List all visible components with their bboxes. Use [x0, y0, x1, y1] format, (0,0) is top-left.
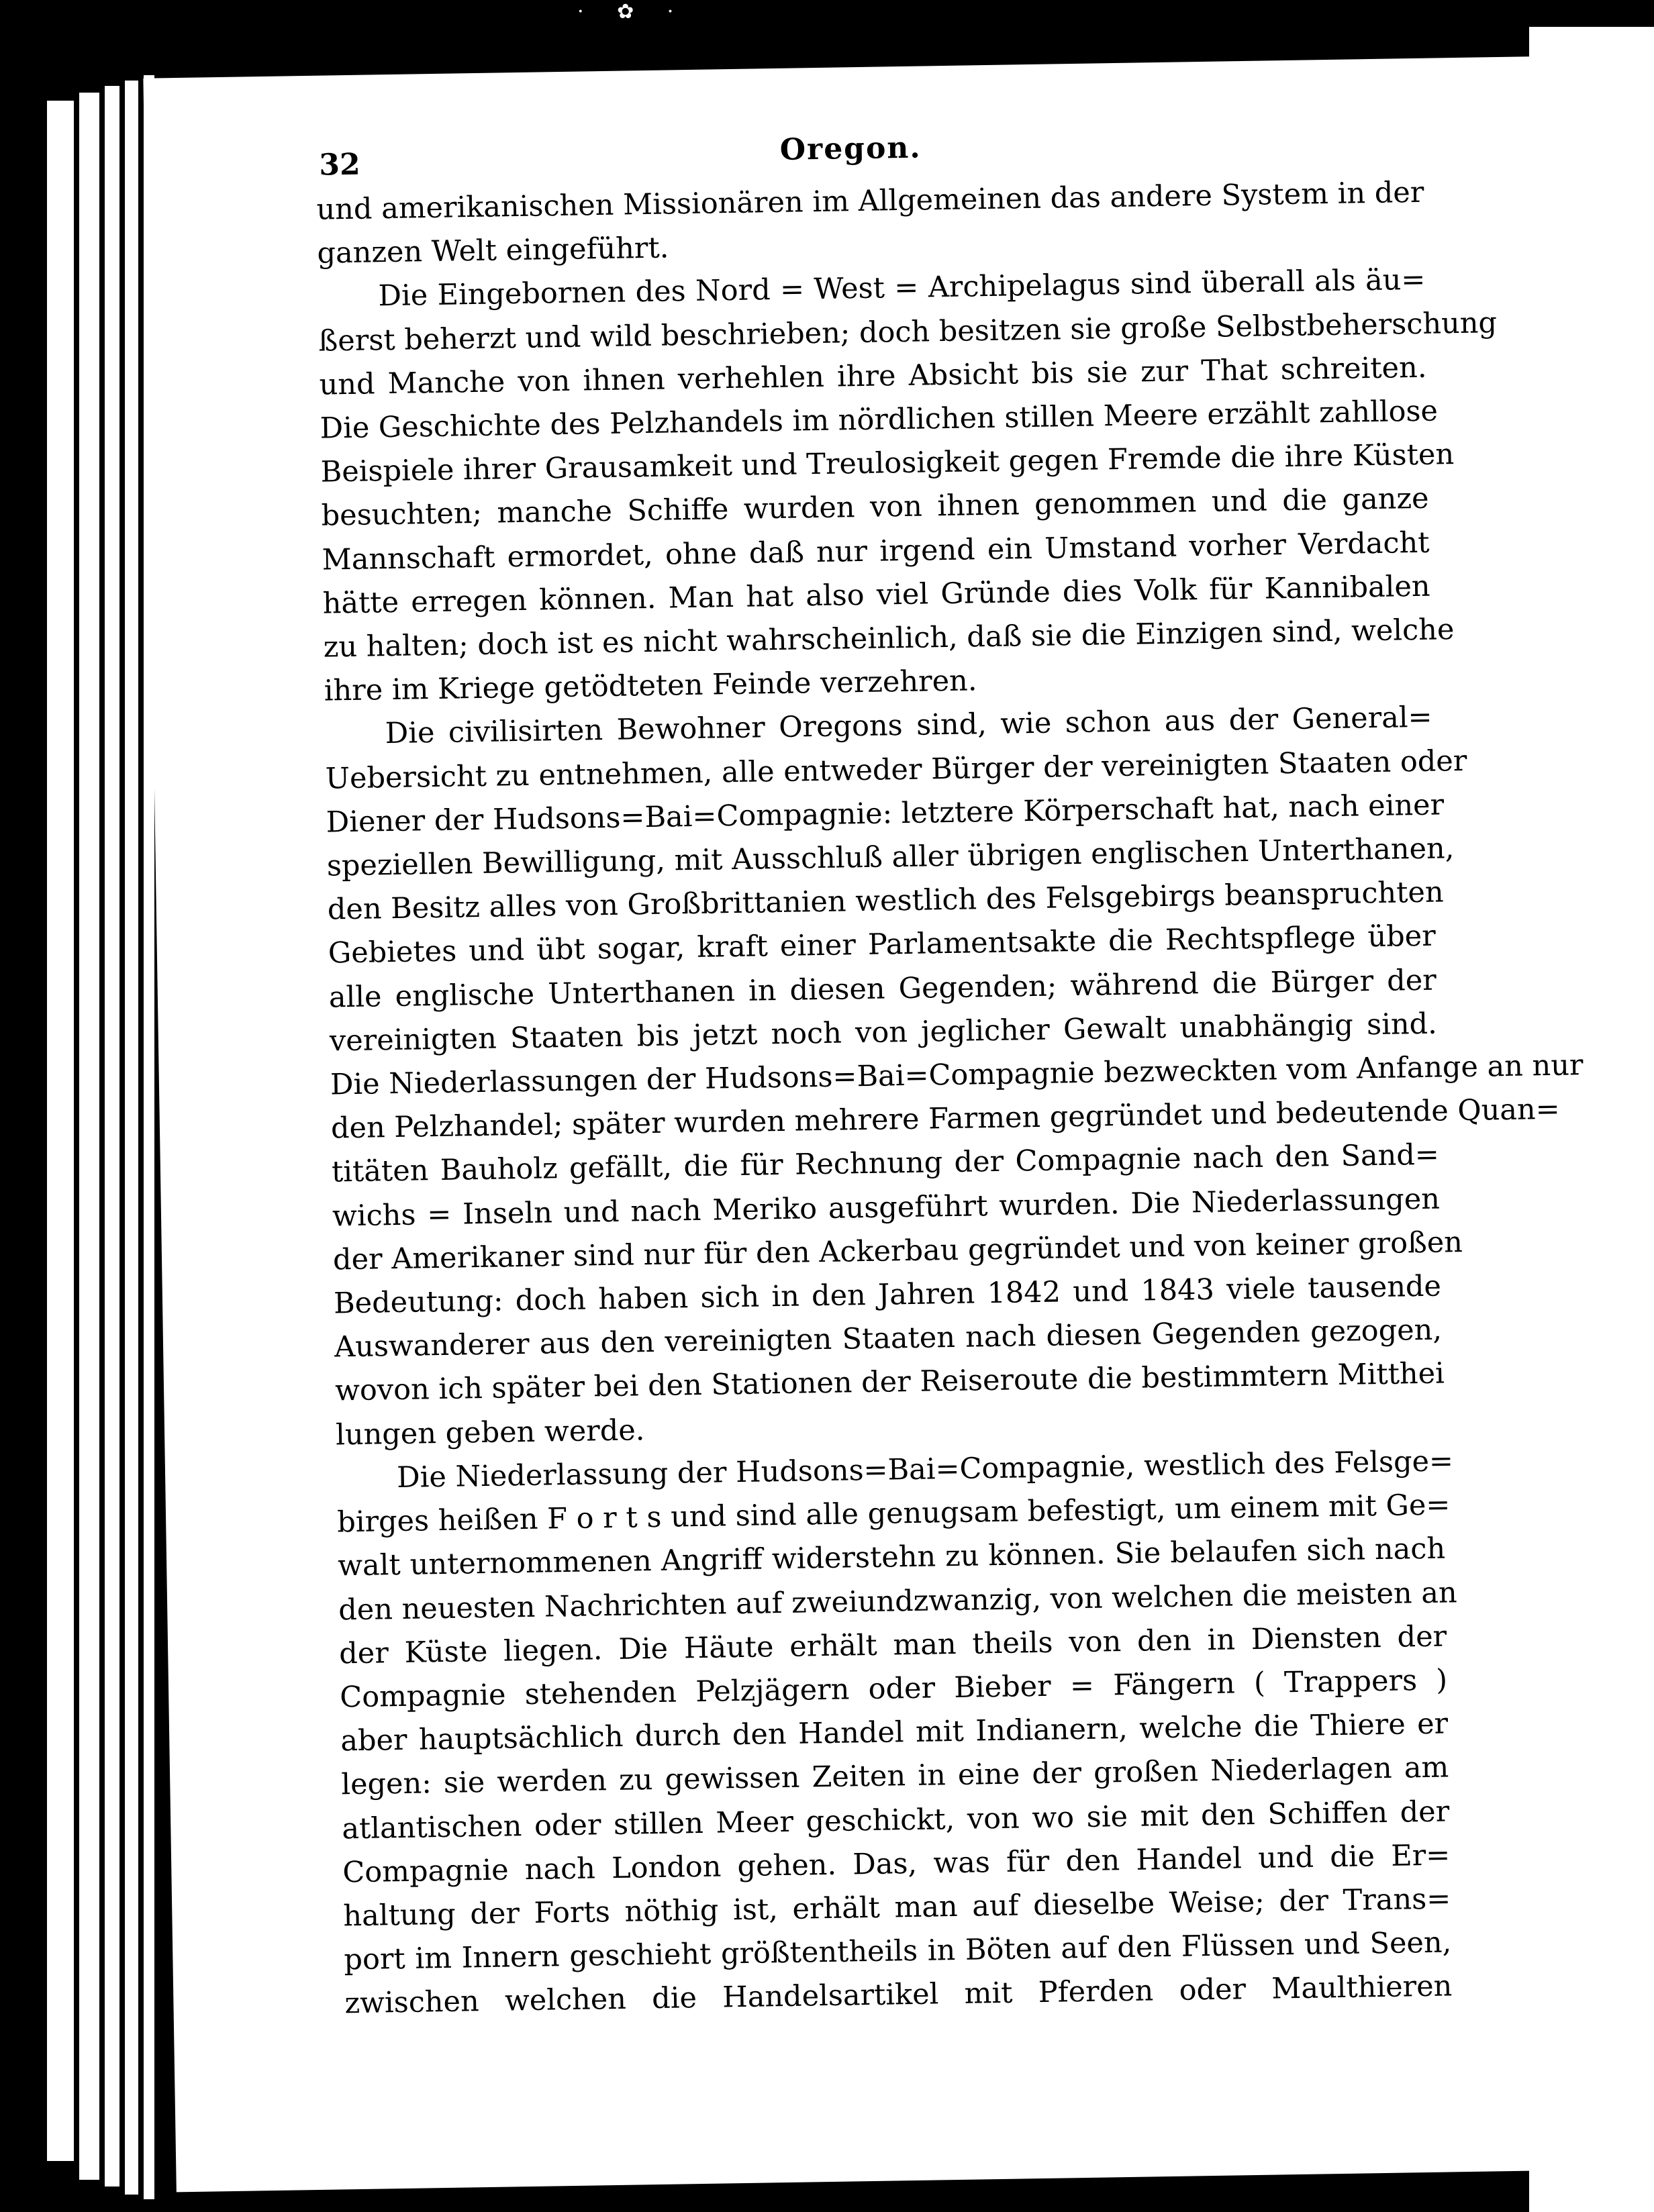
text-line: Bedeutung: doch haben sich in den Jahren 1842 und 1843 viele tausende — [333, 1269, 1442, 1321]
text-line: Beispiele ihrer Grausamkeit und Treulosigkeit gegen Fremde die ihre Küsten — [320, 438, 1455, 489]
text-line: haltung der Forts nöthig ist, erhält man auf dieselbe Weise; der Trans= — [343, 1882, 1451, 1933]
text-line: titäten Bauholz gefällt, die für Rechnung der Compagnie nach den Sand= — [331, 1138, 1440, 1189]
text-line: lungen geben werde. — [335, 1413, 645, 1452]
text-line: hätte erregen können. Man hat also viel Gründe dies Volk für Kannibalen — [322, 569, 1430, 621]
text-line: besuchten; manche Schiffe wurden von ihnen genommen und die ganze — [321, 482, 1429, 534]
text-line: den Pelzhandel; später wurden mehrere Farmen gegründet und bedeutende Quan= — [330, 1093, 1561, 1146]
text-line: den neuesten Nachrichten auf zweiundzwanzig, von welchen die meisten an — [338, 1575, 1457, 1627]
text-line: Mannschaft ermordet, ohne daß nur irgend ein Umstand vorher Verdacht — [322, 525, 1430, 577]
text-line: birges heißen F o r t s und sind alle genugsam befestigt, um einem mit Ge= — [336, 1488, 1451, 1540]
text-line: der Küste liegen. Die Häute erhält man theils von den in Diensten der — [338, 1619, 1447, 1671]
text-line: und Manche von ihnen verhehlen ihre Absicht bis sie zur That schreiten. — [319, 350, 1427, 402]
text-line: und amerikanischen Missionären im Allgemeinen das andere System in der — [316, 175, 1424, 227]
text-line: zu halten; doch ist es nicht wahrscheinlich, daß sie die Einzigen sind, welche — [323, 613, 1455, 664]
scan-specks: · ✿ · — [577, 0, 687, 23]
text-line: speziellen Bewilligung, mit Ausschluß aller übrigen englischen Unterthanen, — [326, 832, 1455, 883]
page-edge — [47, 101, 74, 2161]
page-number: 32 — [319, 147, 361, 183]
page-edge — [125, 81, 138, 2195]
text-line: den Besitz alles von Großbrittanien westlich des Felsgebirgs beanspruchten — [327, 875, 1444, 927]
text-line: vereinigten Staaten bis jetzt noch von jeglicher Gewalt unabhängig sind. — [329, 1007, 1438, 1058]
text-line: port im Innern geschieht größtentheils in Böten auf den Flüssen und Seen, — [344, 1925, 1452, 1977]
text-line: ihre im Kriege getödteten Feinde verzehren. — [324, 664, 977, 708]
text-line: Die Niederlassung der Hudsons=Bai=Compagnie, westlich des Felsge= — [396, 1444, 1454, 1495]
text-line: Gebietes und übt sogar, kraft einer Parlamentsakte die Rechtspflege über — [328, 919, 1437, 971]
text-line: Auswanderer aus den vereinigten Staaten nach diesen Gegenden gezogen, — [334, 1313, 1443, 1364]
text-line: walt unternommenen Angriff widerstehn zu können. Sie belaufen sich nach — [337, 1531, 1446, 1583]
text-line: Die Eingebornen des Nord = West = Archipelagus sind überall als äu= — [378, 263, 1426, 313]
running-head: Oregon. — [779, 130, 922, 167]
text-line: zwischen welchen die Handelsartikel mit Pferden oder Maulthieren — [344, 1969, 1453, 2021]
page-edge — [105, 86, 119, 2186]
text-line: legen: sie werden zu gewissen Zeiten in eine der großen Niederlagen am — [340, 1750, 1449, 1802]
text-line: Diener der Hudsons=Bai=Compagnie: letztere Körperschaft hat, nach einer — [326, 788, 1445, 840]
text-line: ganzen Welt eingeführt. — [317, 231, 669, 270]
text-line: alle englische Unterthanen in diesen Gegenden; während die Bürger der — [328, 963, 1437, 1015]
body-text — [316, 171, 1584, 2026]
text-line: Compagnie nach London gehen. Das, was für den Handel und die Er= — [342, 1838, 1451, 1890]
text-line: aber hauptsächlich durch den Handel mit Indianern, welche die Thiere er — [340, 1707, 1449, 1758]
text-line: ßerst beherzt und wild beschrieben; doch besitzen sie große Selbstbeherschung — [318, 305, 1498, 358]
text-line: Die Geschichte des Pelzhandels im nördlichen stillen Meere erzählt zahllose — [320, 394, 1439, 446]
book-page — [143, 56, 1588, 2193]
text-line: der Amerikaner sind nur für den Ackerbau gegründet und von keiner großen — [332, 1225, 1463, 1277]
text-line: Die Niederlassungen der Hudsons=Bai=Compagnie bezweckten vom Anfange an nur — [330, 1048, 1584, 1102]
text-line: Compagnie stehenden Pelzjägern oder Bieber = Fängern ( Trappers ) — [339, 1663, 1448, 1715]
text-line: wichs = Inseln und nach Meriko ausgeführt wurden. Die Niederlassungen — [332, 1182, 1441, 1234]
text-line: wovon ich später bei den Stationen der Reiseroute die bestimmtern Mitthei — [334, 1356, 1445, 1408]
page-edge — [79, 93, 99, 2180]
text-line: Die civilisirten Bewohner Oregons sind, wie schon aus der General= — [385, 701, 1432, 751]
text-line: Uebersicht zu entnehmen, alle entweder Bürger der vereinigten Staaten oder — [325, 744, 1467, 796]
text-line: atlantischen oder stillen Meer geschickt, von wo sie mit den Schiffen der — [342, 1794, 1450, 1846]
